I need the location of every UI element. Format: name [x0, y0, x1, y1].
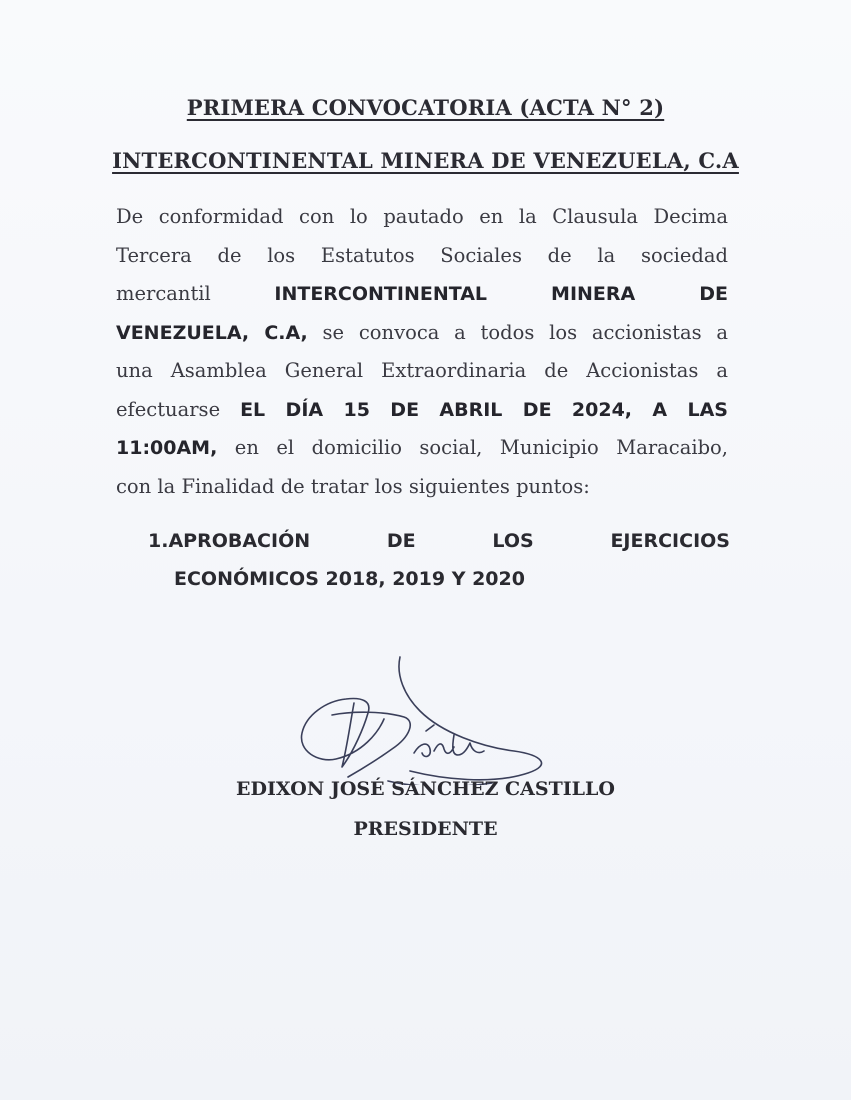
signature-stroke	[332, 712, 410, 777]
paragraph-line	[116, 429, 728, 468]
paragraph-text: en el domicilio social, Municipio Maracaibo,	[234, 436, 729, 459]
document-title: PRIMERA CONVOCATORIA (ACTA N° 2)	[186, 95, 665, 120]
agenda-item-continuation: ECONÓMICOS 2018, 2019 Y 2020	[174, 568, 525, 590]
company-name-inline: INTERCONTINENTAL MINERA DE	[274, 283, 729, 305]
agenda-item-first-word: 1.APROBACIÓN	[148, 530, 311, 552]
signature-stroke	[426, 725, 434, 731]
agenda-item-number: 1.	[148, 530, 169, 552]
paragraph-line: Tercera de los Estatutos Sociales de la sociedad	[116, 243, 728, 267]
company-name-inline: VENEZUELA, C.A,	[116, 321, 308, 344]
paragraph-text: efectuarse	[116, 397, 221, 421]
convocation-paragraph	[116, 198, 728, 506]
handwritten-signature	[292, 655, 562, 785]
meeting-time: 11:00AM,	[116, 437, 218, 459]
paragraph-text: mercantil	[116, 282, 211, 305]
signatory-name: EDIXON JOSÉ SÁNCHEZ CASTILLO	[236, 778, 615, 800]
paragraph-line	[116, 275, 728, 314]
paragraph-text: se convoca a todos los accionistas a	[322, 320, 728, 344]
signatory-role: PRESIDENTE	[353, 818, 498, 840]
agenda-list	[148, 522, 730, 598]
signature-stroke	[399, 657, 542, 780]
agenda-item-word: DE	[386, 530, 416, 552]
signature-stroke	[301, 699, 384, 767]
agenda-item-word: EJERCICIOS	[610, 530, 730, 552]
agenda-item-word: LOS	[492, 530, 534, 552]
paragraph-line: De conformidad con lo pautado en la Clausula Decima	[116, 205, 728, 228]
paragraph-line	[116, 391, 728, 430]
paragraph-line: una Asamblea General Extraordinaria de Accionistas a	[116, 359, 728, 382]
agenda-item	[148, 522, 730, 560]
meeting-date: EL DÍA 15 DE ABRIL DE 2024, A LAS	[240, 398, 728, 421]
signature-stroke	[414, 735, 484, 756]
paragraph-line	[116, 314, 728, 353]
company-name-heading: INTERCONTINENTAL MINERA DE VENEZUELA, C.A	[112, 148, 739, 173]
paragraph-line: con la Finalidad de tratar los siguientes puntos:	[116, 474, 590, 498]
